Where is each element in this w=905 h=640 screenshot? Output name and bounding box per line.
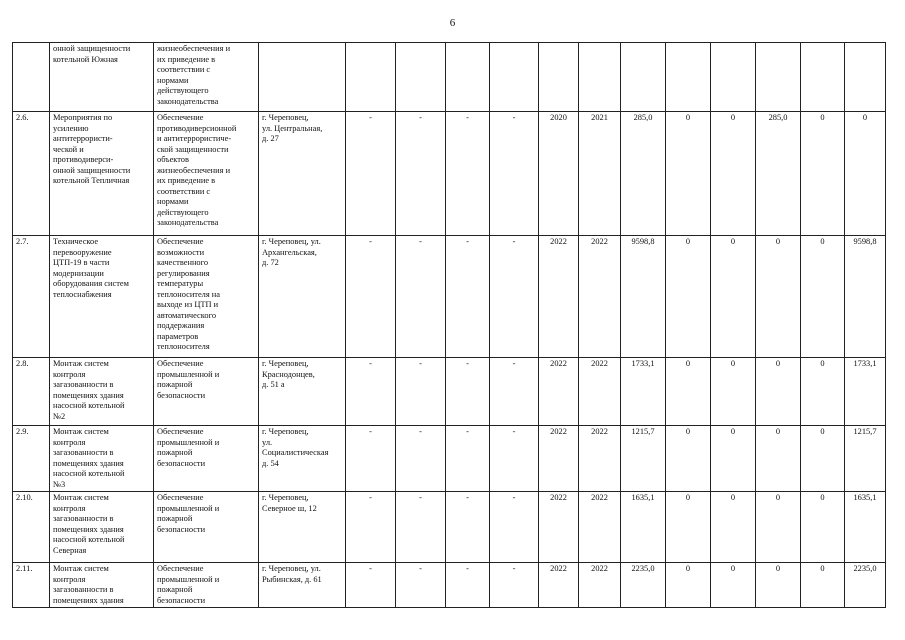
row-number-cell: 2.7. <box>13 236 50 358</box>
address-cell: г. Череповец, Северное ш, 12 <box>259 492 346 563</box>
value-cell <box>446 43 490 112</box>
cost-cell: 0 <box>711 358 756 426</box>
value-cell: - <box>346 358 396 426</box>
value-cell: - <box>396 236 446 358</box>
start-year-cell: 2022 <box>539 358 579 426</box>
measure-title-cell: Монтаж систем контроля загазованности в помещениях здания <box>50 563 154 608</box>
start-year-cell <box>539 43 579 112</box>
table-row <box>13 112 886 236</box>
measure-title-cell: Мероприятия по усилению антитеррористи- ческой и противодиверси- онной защищенности котельной Тепличная <box>50 112 154 236</box>
cost-cell: 0 <box>711 112 756 236</box>
end-year-cell: 2022 <box>579 358 621 426</box>
value-cell: - <box>446 492 490 563</box>
row-number-cell: 2.8. <box>13 358 50 426</box>
value-cell: - <box>396 358 446 426</box>
value-cell: - <box>490 492 539 563</box>
value-cell: - <box>396 426 446 492</box>
value-cell: - <box>346 563 396 608</box>
cost-cell: 0 <box>666 492 711 563</box>
table-row <box>13 43 886 112</box>
cost-cell: 0 <box>801 236 845 358</box>
measure-purpose-cell: Обеспечение промышленной и пожарной безопасности <box>154 563 259 608</box>
cost-cell: 0 <box>711 426 756 492</box>
address-cell: г. Череповец, ул. Архангельская, д. 72 <box>259 236 346 358</box>
total-cost-cell: 2235,0 <box>621 563 666 608</box>
value-cell: - <box>490 563 539 608</box>
value-cell <box>396 43 446 112</box>
cost-cell: 0 <box>801 426 845 492</box>
measure-title-cell: онной защищенности котельной Южная <box>50 43 154 112</box>
value-cell: - <box>396 492 446 563</box>
cost-cell: 1733,1 <box>845 358 886 426</box>
cost-cell: 0 <box>711 492 756 563</box>
value-cell: - <box>346 492 396 563</box>
cost-cell <box>666 43 711 112</box>
cost-cell: 0 <box>756 358 801 426</box>
table-row <box>13 492 886 563</box>
value-cell: - <box>446 358 490 426</box>
row-number-cell <box>13 43 50 112</box>
measure-purpose-cell: Обеспечение промышленной и пожарной безопасности <box>154 358 259 426</box>
address-cell: г. Череповец, ул. Социалистическая д. 54 <box>259 426 346 492</box>
end-year-cell: 2022 <box>579 236 621 358</box>
value-cell: - <box>490 236 539 358</box>
measure-title-cell: Монтаж систем контроля загазованности в помещениях здания насосной котельной №3 <box>50 426 154 492</box>
value-cell: - <box>396 112 446 236</box>
value-cell: - <box>446 236 490 358</box>
measure-purpose-cell: Обеспечение промышленной и пожарной безопасности <box>154 492 259 563</box>
cost-cell: 9598,8 <box>845 236 886 358</box>
address-cell: г. Череповец, ул. Центральная, д. 27 <box>259 112 346 236</box>
value-cell <box>346 43 396 112</box>
start-year-cell: 2022 <box>539 236 579 358</box>
value-cell: - <box>346 112 396 236</box>
cost-cell: 0 <box>801 492 845 563</box>
investment-measures-table <box>12 42 886 608</box>
cost-cell: 1635,1 <box>845 492 886 563</box>
end-year-cell: 2022 <box>579 492 621 563</box>
address-cell: г. Череповец, Краснодонцев, д. 51 а <box>259 358 346 426</box>
total-cost-cell: 1733,1 <box>621 358 666 426</box>
value-cell: - <box>346 236 396 358</box>
measure-title-cell: Монтаж систем контроля загазованности в помещениях здания насосной котельной №2 <box>50 358 154 426</box>
value-cell: - <box>446 426 490 492</box>
cost-cell: 0 <box>666 236 711 358</box>
total-cost-cell: 1635,1 <box>621 492 666 563</box>
table-row <box>13 358 886 426</box>
cost-cell: 0 <box>666 563 711 608</box>
cost-cell: 0 <box>756 426 801 492</box>
cost-cell <box>845 43 886 112</box>
total-cost-cell: 285,0 <box>621 112 666 236</box>
start-year-cell: 2022 <box>539 492 579 563</box>
total-cost-cell <box>621 43 666 112</box>
value-cell: - <box>346 426 396 492</box>
end-year-cell: 2022 <box>579 563 621 608</box>
cost-cell: 0 <box>711 563 756 608</box>
cost-cell: 0 <box>711 236 756 358</box>
cost-cell <box>756 43 801 112</box>
value-cell: - <box>490 112 539 236</box>
start-year-cell: 2022 <box>539 563 579 608</box>
measure-purpose-cell: жизнеобеспечения и их приведение в соответствии с нормами действующего законодательства <box>154 43 259 112</box>
value-cell: - <box>490 358 539 426</box>
value-cell: - <box>490 426 539 492</box>
cost-cell: 1215,7 <box>845 426 886 492</box>
value-cell: - <box>396 563 446 608</box>
end-year-cell <box>579 43 621 112</box>
row-number-cell: 2.11. <box>13 563 50 608</box>
row-number-cell: 2.9. <box>13 426 50 492</box>
cost-cell: 0 <box>801 358 845 426</box>
cost-cell: 0 <box>845 112 886 236</box>
address-cell <box>259 43 346 112</box>
value-cell: - <box>446 563 490 608</box>
table-row <box>13 563 886 608</box>
start-year-cell: 2020 <box>539 112 579 236</box>
cost-cell: 0 <box>756 563 801 608</box>
total-cost-cell: 1215,7 <box>621 426 666 492</box>
measure-purpose-cell: Обеспечение противодиверсионной и антитеррористиче- ской защищенности объектов жизнеобеспечения и их приведение в соответствии с нормами действующего законодательства <box>154 112 259 236</box>
address-cell: г. Череповец, ул. Рыбинская, д. 61 <box>259 563 346 608</box>
cost-cell: 2235,0 <box>845 563 886 608</box>
cost-cell: 285,0 <box>756 112 801 236</box>
measure-title-cell: Монтаж систем контроля загазованности в помещениях здания насосной котельной Северная <box>50 492 154 563</box>
cost-cell: 0 <box>666 112 711 236</box>
total-cost-cell: 9598,8 <box>621 236 666 358</box>
cost-cell <box>711 43 756 112</box>
cost-cell: 0 <box>756 492 801 563</box>
cost-cell: 0 <box>801 112 845 236</box>
measure-purpose-cell: Обеспечение возможности качественного регулирования температуры теплоносителя на выходе из ЦТП и автоматического поддержания параметров теплоносителя <box>154 236 259 358</box>
row-number-cell: 2.10. <box>13 492 50 563</box>
table-row <box>13 426 886 492</box>
page-number: 6 <box>449 17 456 29</box>
cost-cell: 0 <box>801 563 845 608</box>
cost-cell <box>801 43 845 112</box>
cost-cell: 0 <box>666 358 711 426</box>
value-cell <box>490 43 539 112</box>
table-row <box>13 236 886 358</box>
cost-cell: 0 <box>756 236 801 358</box>
value-cell: - <box>446 112 490 236</box>
measure-purpose-cell: Обеспечение промышленной и пожарной безопасности <box>154 426 259 492</box>
end-year-cell: 2021 <box>579 112 621 236</box>
row-number-cell: 2.6. <box>13 112 50 236</box>
cost-cell: 0 <box>666 426 711 492</box>
end-year-cell: 2022 <box>579 426 621 492</box>
measure-title-cell: Техническое перевооружение ЦТП-19 в части модернизации оборудования систем теплоснабжения <box>50 236 154 358</box>
start-year-cell: 2022 <box>539 426 579 492</box>
